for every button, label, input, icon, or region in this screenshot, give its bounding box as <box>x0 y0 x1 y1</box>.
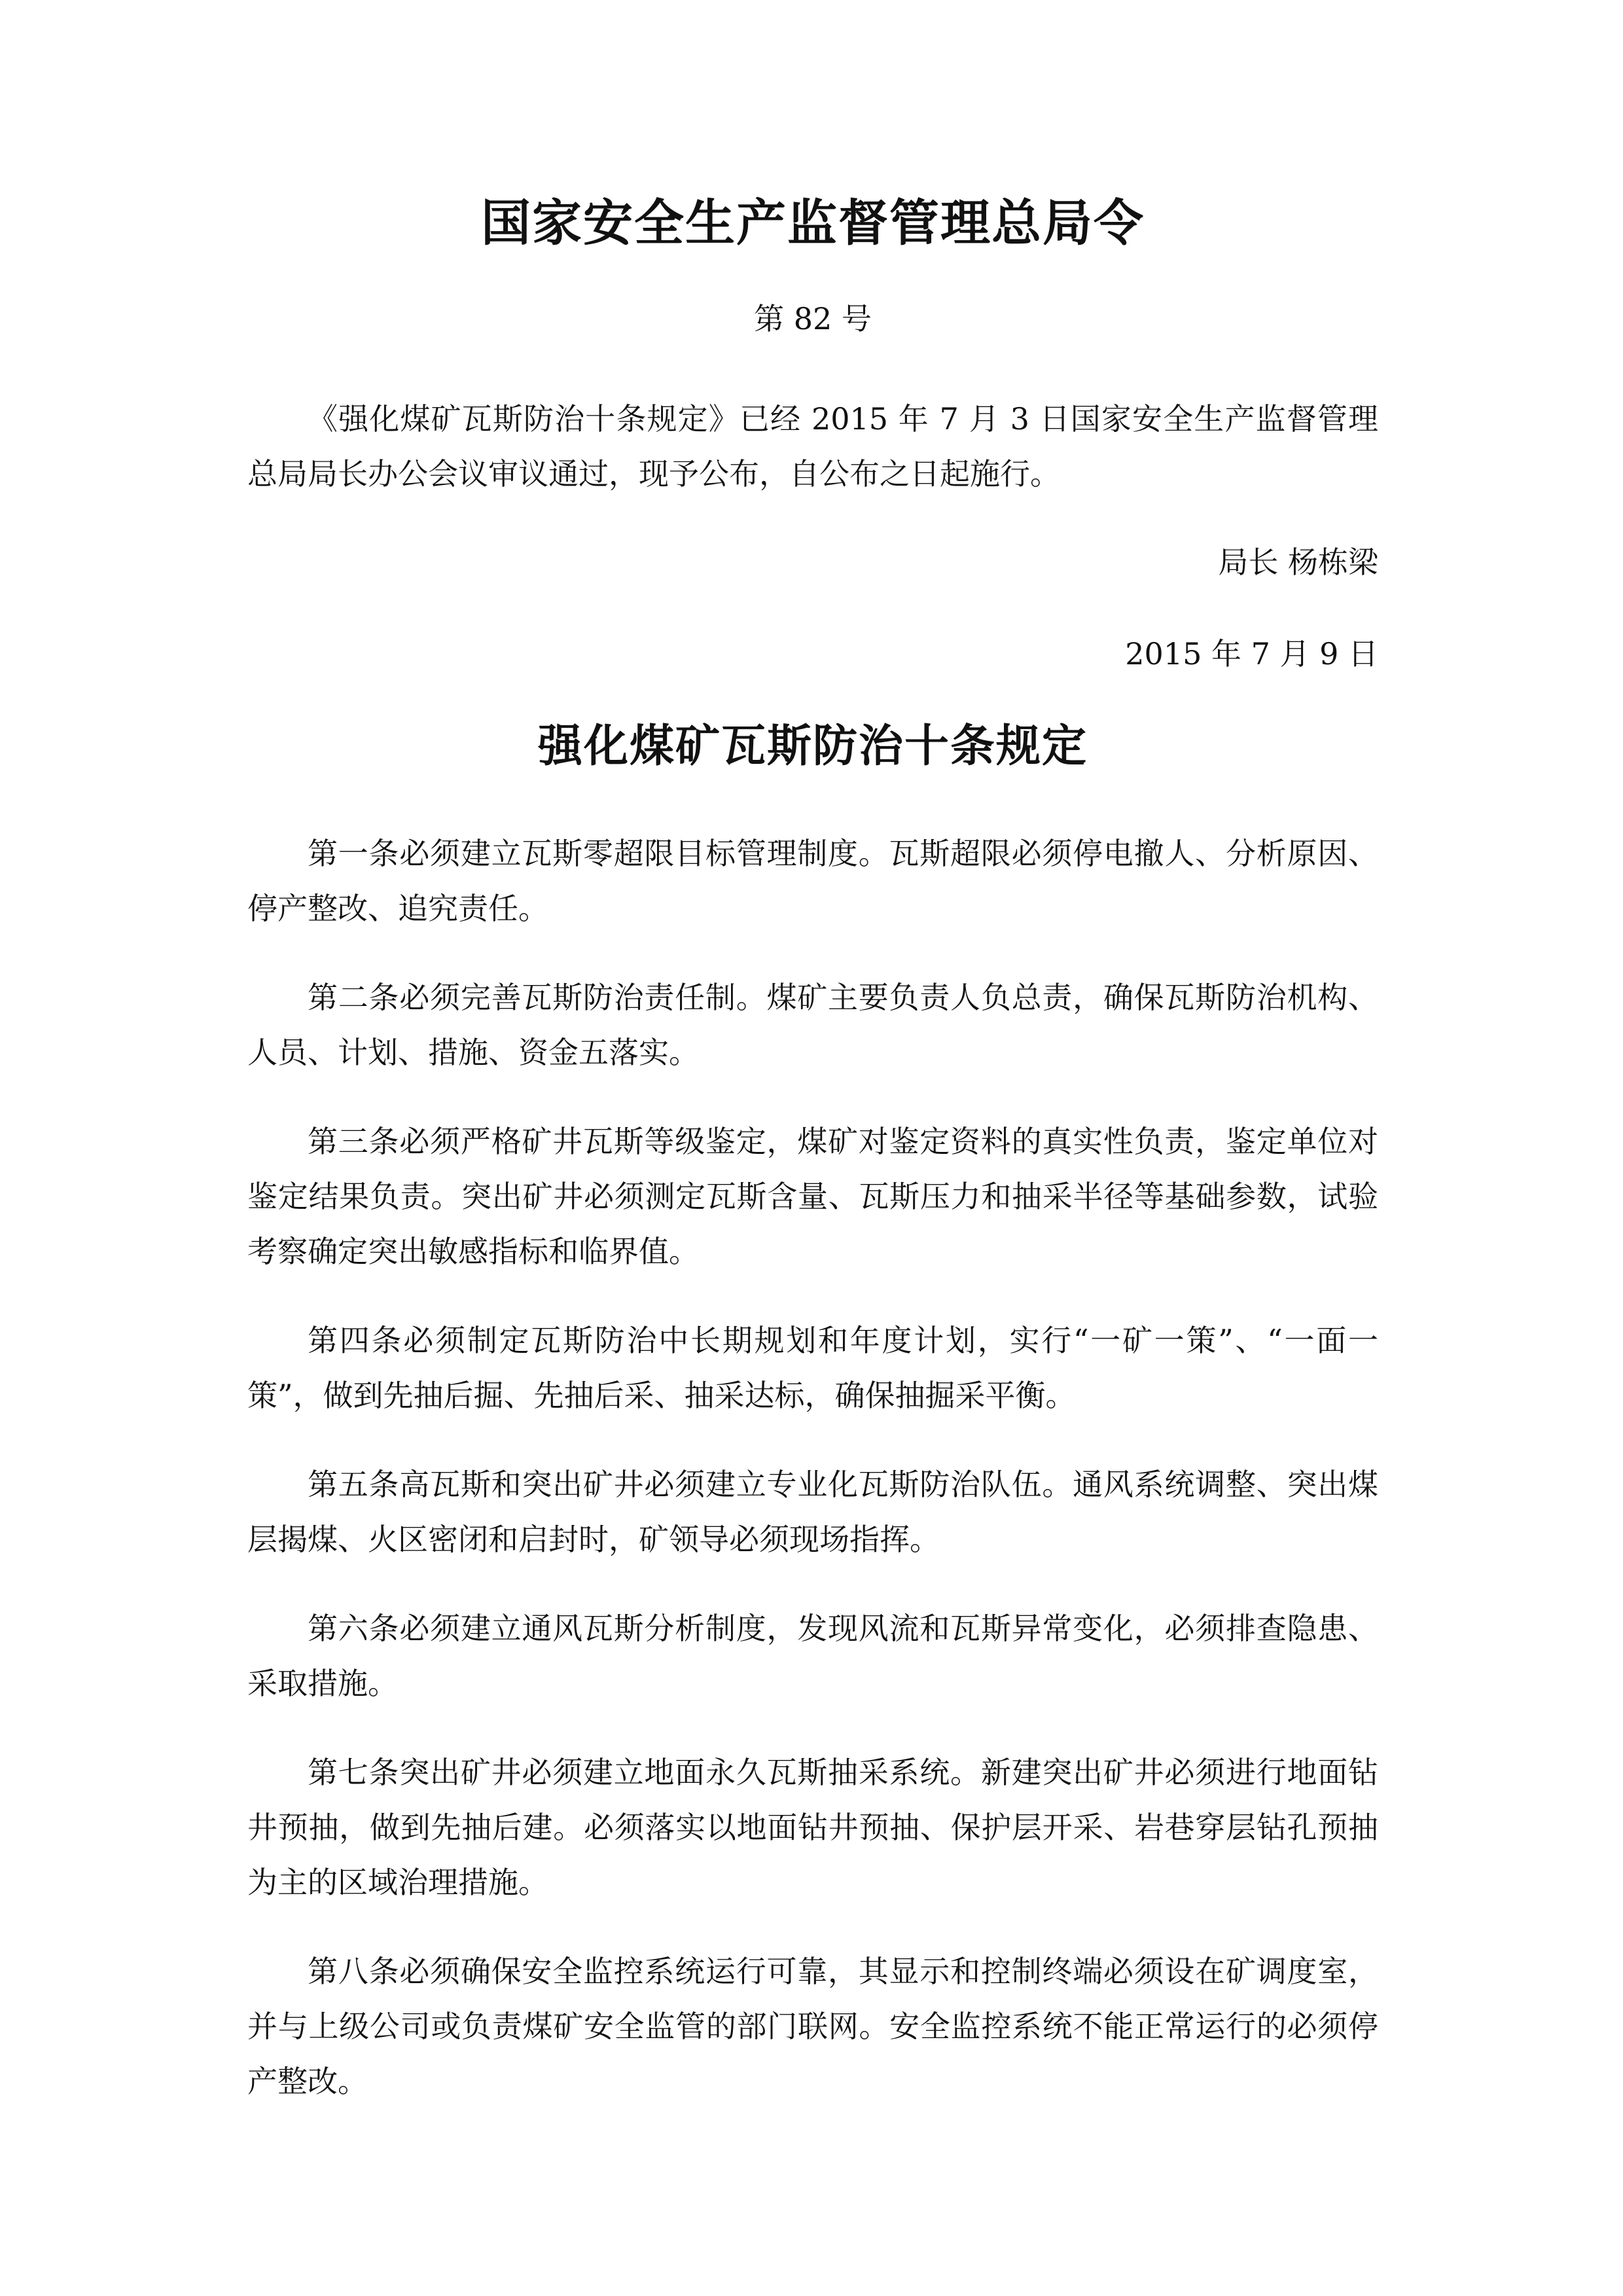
order-title: 国家安全生产监督管理总局令 <box>481 194 1145 252</box>
article-3: 第三条必须严格矿井瓦斯等级鉴定，煤矿对鉴定资料的真实性负责，鉴定单位对鉴定结果负责。突出矿井必须测定瓦斯含量、瓦斯压力和抽采半径等基础参数，试验考察确定突出敏感指标和临界值。 <box>247 1124 1378 1269</box>
article-6: 第六条必须建立通风瓦斯分析制度，发现风流和瓦斯异常变化，必须排查隐患、采取措施。 <box>247 1611 1378 1701</box>
regulation-title: 强化煤矿瓦斯防治十条规定 <box>537 720 1088 772</box>
signer: 局长 杨栋梁 <box>1218 545 1378 580</box>
article-8: 第八条必须确保安全监控系统运行可靠，其显示和控制终端必须设在矿调度室，并与上级公司或负责煤矿安全监管的部门联网。安全监控系统不能正常运行的必须停产整改。 <box>247 1954 1378 2099</box>
intro-paragraph: 《强化煤矿瓦斯防治十条规定》已经 2015 年 7 月 3 日国家安全生产监督管理总局局长办公会议审议通过，现予公布，自公布之日起施行。 <box>247 401 1378 492</box>
article-4: 第四条必须制定瓦斯防治中长期规划和年度计划，实行“一矿一策”、“一面一策”，做到先抽后掘、先抽后采、抽采达标，确保抽掘采平衡。 <box>247 1323 1378 1413</box>
issue-date: 2015 年 7 月 9 日 <box>1125 636 1378 672</box>
article-1: 第一条必须建立瓦斯零超限目标管理制度。瓦斯超限必须停电撤人、分析原因、停产整改、追究责任。 <box>247 836 1378 926</box>
article-5: 第五条高瓦斯和突出矿井必须建立专业化瓦斯防治队伍。通风系统调整、突出煤层揭煤、火区密闭和启封时，矿领导必须现场指挥。 <box>247 1467 1378 1557</box>
article-2: 第二条必须完善瓦斯防治责任制。煤矿主要负责人负总责，确保瓦斯防治机构、人员、计划、措施、资金五落实。 <box>247 980 1378 1070</box>
order-number: 第 82 号 <box>754 301 872 336</box>
article-7: 第七条突出矿井必须建立地面永久瓦斯抽采系统。新建突出矿井必须进行地面钻井预抽，做到先抽后建。必须落实以地面钻井预抽、保护层开采、岩巷穿层钻孔预抽为主的区域治理措施。 <box>247 1755 1378 1900</box>
